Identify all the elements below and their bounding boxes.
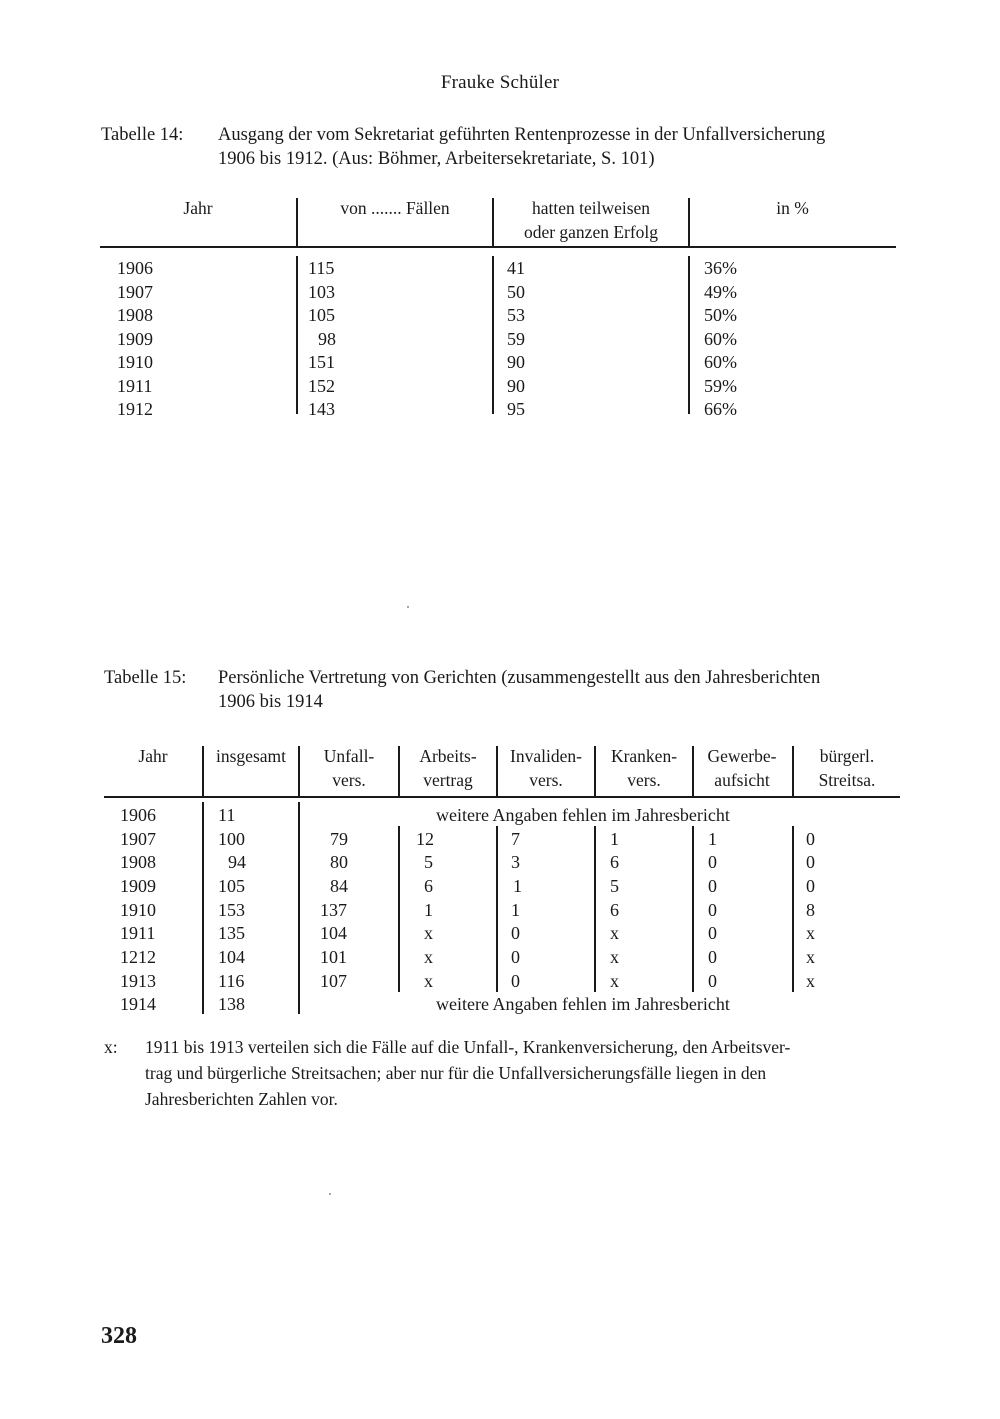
table-15-caption-line-1: Persönliche Vertretung von Gerichten (zusammengestellt aus den Jahresberichten [218,668,821,688]
footnote-line-1: 1911 bis 1913 verteilen sich die Fälle auf die Unfall-, Krankenversicherung, den Arbeitsver- [145,1037,791,1057]
table-14-cell-cases: 151 [308,352,335,372]
table-15-cell-total: 100 [218,829,245,849]
table-15-divider [202,802,204,1014]
table-15-cell-total: 11 [218,805,236,825]
table-15-cell-invaliden: 1 [511,900,520,920]
table-14-cell-success: 90 [507,376,525,396]
table-15-header-rule [104,796,900,798]
table-14-divider [688,198,690,246]
table-15-cell-invaliden: 0 [511,971,520,991]
table-15-header-jahr: Jahr [138,746,168,766]
table-15-header-arbeit-2: vertrag [423,770,473,790]
table-15-caption-line-2: 1906 bis 1914 [218,692,323,712]
table-15-divider [298,746,300,796]
table-14-caption-line-1: Ausgang der vom Sekretariat geführten Rentenprozesse in der Unfallversicherung [218,125,826,145]
table-15-header-insgesamt: insgesamt [216,746,286,766]
table-15-cell-year: 1913 [120,971,156,991]
table-14-cell-percent: 60% [704,329,737,349]
table-14-cell-year: 1910 [117,352,153,372]
table-14-header-percent: in % [776,198,809,218]
table-15-header-kranken-1: Kranken- [610,746,678,766]
table-15-divider [792,826,794,992]
table-15-divider [692,746,694,796]
table-15-cell-arbeit: 1 [424,900,433,920]
table-15-cell-buergerl: x [806,971,815,991]
table-14-cell-percent: 49% [704,282,737,302]
table-14-cell-cases: 115 [308,258,335,278]
footnote-marker: x: [104,1037,118,1057]
table-15-divider [398,746,400,796]
table-15-cell-buergerl: 0 [806,876,815,896]
table-14-cell-success: 50 [507,282,525,302]
table-15-cell-year: 1906 [120,805,156,825]
table-15-cell-invaliden: 7 [511,829,520,849]
table-15-cell-gewerbe: 1 [708,829,717,849]
table-15-cell-gewerbe: 0 [708,852,717,872]
table-15-divider [298,802,300,1014]
table-15-divider [398,826,400,992]
table-14-cell-percent: 66% [704,399,737,419]
table-15-cell-invaliden: 1 [513,876,522,896]
table-14-header-rule [100,246,896,248]
scan-speck [329,1193,331,1195]
table-15-cell-year: 1909 [120,876,156,896]
table-15-cell-gewerbe: 0 [708,900,717,920]
table-14-header-erfolg-2: oder ganzen Erfolg [523,222,659,242]
table-15-cell-total: 104 [218,947,245,967]
table-15-divider [792,746,794,796]
table-15-cell-year: 1212 [120,947,156,967]
table-15-header-unfall-1: Unfall- [323,746,375,766]
table-14-divider [296,256,298,414]
table-14-cell-success: 59 [507,329,525,349]
table-15-cell-total: 138 [218,994,245,1014]
table-15-cell-unfall: 101 [320,947,347,967]
table-15-cell-year: 1908 [120,852,156,872]
table-15-cell-span-note: weitere Angaben fehlen im Jahresbericht [436,994,730,1014]
table-15-cell-span-note: weitere Angaben fehlen im Jahresbericht [436,805,730,825]
table-14-cell-year: 1907 [117,282,153,302]
table-15-header-invaliden-2: vers. [529,770,563,790]
table-14-header-jahr: Jahr [183,198,213,218]
table-15-cell-kranken: x [610,947,619,967]
table-15-cell-buergerl: 0 [806,852,815,872]
table-15-cell-buergerl: x [806,947,815,967]
table-15-cell-buergerl: 8 [806,900,815,920]
table-15-header-kranken-2: vers. [627,770,661,790]
table-14-cell-cases: 105 [308,305,335,325]
table-14-cell-success: 53 [507,305,525,325]
table-15-header-buergerl-1: bürgerl. [819,746,875,766]
table-15-divider [692,826,694,992]
table-15-cell-invaliden: 0 [511,923,520,943]
table-15-header-buergerl-2: Streitsa. [818,770,876,790]
table-15-cell-total: 105 [218,876,245,896]
table-14-cell-percent: 60% [704,352,737,372]
table-15-cell-arbeit: x [424,923,433,943]
table-15-cell-kranken: x [610,971,619,991]
table-15-cell-invaliden: 0 [511,947,520,967]
table-15-cell-gewerbe: 0 [708,876,717,896]
table-15-cell-arbeit: x [424,947,433,967]
table-14-cell-year: 1908 [117,305,153,325]
running-head: Frauke Schüler [440,72,560,93]
table-15-cell-unfall: 137 [320,900,347,920]
table-15-cell-gewerbe: 0 [708,923,717,943]
table-15-cell-kranken: x [610,923,619,943]
table-15-header-arbeit-1: Arbeits- [419,746,477,766]
table-14-cell-year: 1906 [117,258,153,278]
table-15-divider [496,826,498,992]
table-14-cell-cases: 98 [318,329,336,349]
table-15-divider [594,746,596,796]
table-15-cell-kranken: 1 [610,829,619,849]
table-14-divider [296,198,298,246]
table-15-cell-unfall: 84 [330,876,348,896]
table-14-cell-percent: 59% [704,376,737,396]
table-15-cell-total: 116 [218,971,245,991]
table-15-label: Tabelle 15: [104,668,187,688]
table-15-cell-unfall: 80 [330,852,348,872]
table-15-cell-buergerl: x [806,923,815,943]
table-15-divider [594,826,596,992]
table-15-cell-unfall: 104 [320,923,347,943]
table-15-cell-arbeit: 6 [424,876,433,896]
table-15-cell-kranken: 6 [610,852,619,872]
table-14-header-faelle: von ....... Fällen [340,198,450,218]
table-14-cell-cases: 143 [308,399,335,419]
table-15-cell-kranken: 6 [610,900,619,920]
table-15-cell-kranken: 5 [610,876,619,896]
table-14-cell-year: 1909 [117,329,153,349]
table-15-cell-year: 1910 [120,900,156,920]
table-15-divider [202,746,204,796]
table-14-cell-success: 41 [507,258,525,278]
footnote-line-3: Jahresberichten Zahlen vor. [145,1089,338,1109]
table-15-cell-total: 94 [228,852,246,872]
table-15-divider [496,746,498,796]
table-14-header-erfolg-1: hatten teilweisen [531,198,651,218]
table-15-cell-buergerl: 0 [806,829,815,849]
table-15-cell-year: 1914 [120,994,156,1014]
table-14-cell-cases: 152 [308,376,335,396]
table-15-cell-total: 135 [218,923,245,943]
table-15-cell-total: 153 [218,900,245,920]
table-14-label: Tabelle 14: [101,125,184,145]
table-15-cell-gewerbe: 0 [708,947,717,967]
table-14-cell-percent: 50% [704,305,737,325]
table-14-divider [492,256,494,414]
table-15-cell-unfall: 107 [320,971,347,991]
footnote-line-2: trag und bürgerliche Streitsachen; aber nur für die Unfallversicherungsfälle liegen in den [145,1063,767,1083]
table-14-cell-year: 1911 [117,376,153,396]
table-15-header-unfall-2: vers. [332,770,366,790]
table-15-cell-year: 1907 [120,829,156,849]
table-14-cell-success: 90 [507,352,525,372]
table-14-cell-success: 95 [507,399,525,419]
table-15-cell-arbeit: 12 [416,829,434,849]
table-15-cell-arbeit: 5 [424,852,433,872]
table-14-caption-line-2: 1906 bis 1912. (Aus: Böhmer, Arbeitersekretariate, S. 101) [218,149,655,169]
table-15-header-gewerbe-2: aufsicht [714,770,770,790]
table-14-divider [688,256,690,414]
table-14-cell-cases: 103 [308,282,335,302]
table-14-cell-year: 1912 [117,399,153,419]
table-15-cell-invaliden: 3 [511,852,520,872]
table-15-cell-unfall: 79 [330,829,348,849]
scan-speck [407,606,409,608]
table-15-cell-gewerbe: 0 [708,971,717,991]
table-15-cell-year: 1911 [120,923,156,943]
table-14-cell-percent: 36% [704,258,737,278]
table-15-header-invaliden-1: Invaliden- [510,746,582,766]
table-14-divider [492,198,494,246]
page-number: 328 [101,1323,137,1349]
table-15-cell-arbeit: x [424,971,433,991]
table-15-header-gewerbe-1: Gewerbe- [707,746,777,766]
